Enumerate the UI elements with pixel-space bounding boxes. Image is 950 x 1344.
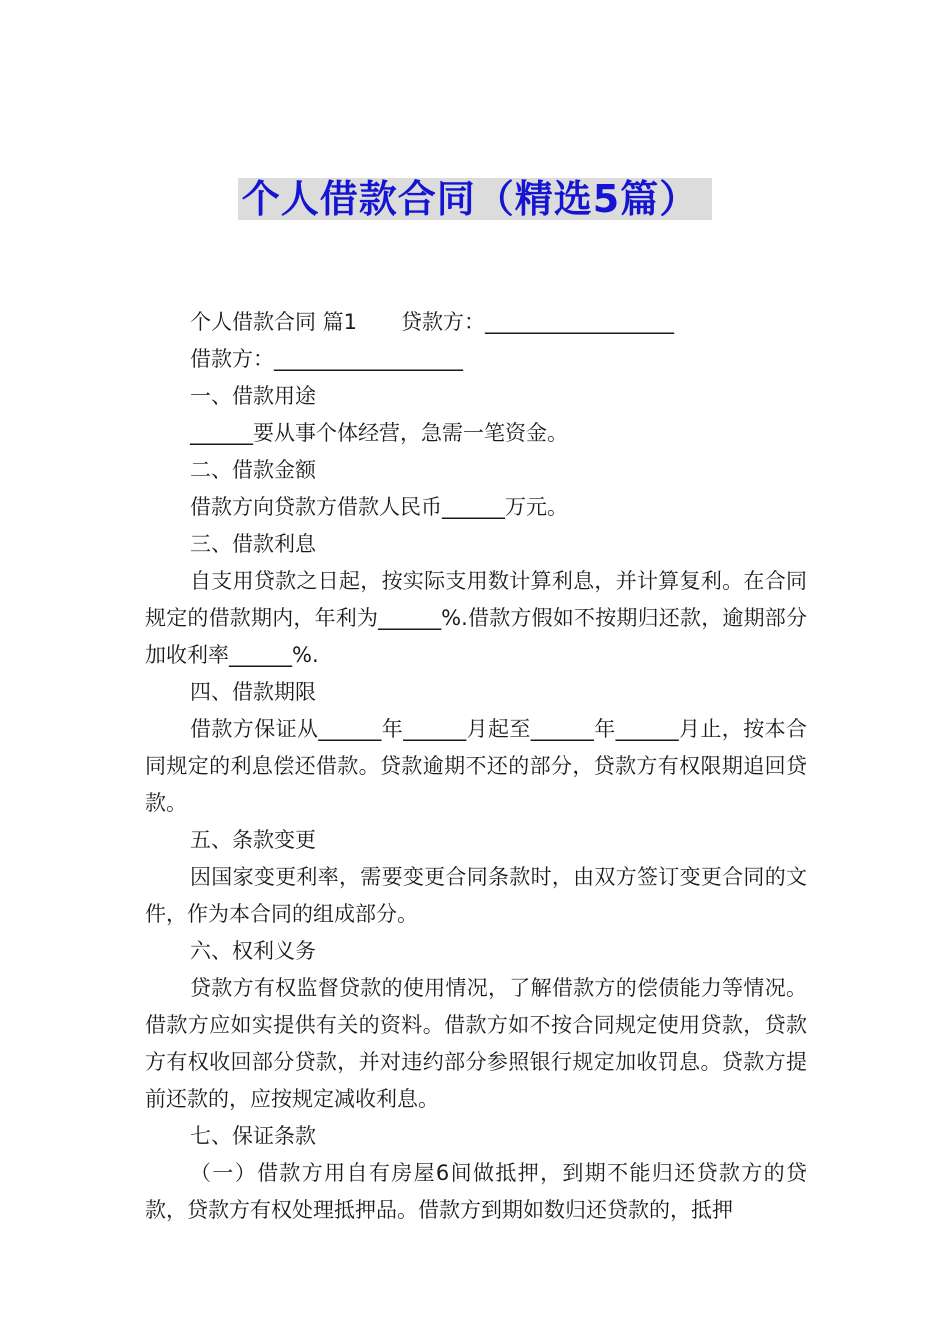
intro-line-1 — [145, 304, 807, 341]
section-text: 贷款方有权监督贷款的使用情况，了解借款方的偿债能力等情况。借款方应如实提供有关的资料。借款方如不按合同规定使用贷款，贷款方有权收回部分贷款，并对违约部分参照银行规定加收罚息。贷款方提前还款的，应按规定减收利息。 — [145, 976, 807, 1111]
section-heading: 七、保证条款 — [190, 1124, 316, 1148]
section-heading: 二、借款金额 — [190, 458, 316, 482]
document-body — [145, 304, 807, 1229]
section-text: 借款方向贷款方借款人民币______万元。 — [190, 495, 568, 519]
section-heading: 三、借款利息 — [190, 532, 316, 556]
section-text: 因国家变更利率，需要变更合同条款时，由双方签订变更合同的文件，作为本合同的组成部分。 — [145, 865, 807, 926]
document-title: 个人借款合同（精选5篇） — [238, 178, 712, 220]
section-text: （一）借款方用自有房屋6间做抵押，到期不能归还贷款方的贷款，贷款方有权处理抵押品。借款方到期如数归还贷款的，抵押 — [145, 1161, 807, 1222]
contract-label: 个人借款合同 篇1 — [190, 310, 358, 334]
borrower-field: 借款方：__________________ — [190, 347, 463, 371]
title-container — [0, 178, 950, 220]
lender-field: 贷款方：__________________ — [401, 310, 675, 334]
section-heading: 五、条款变更 — [190, 828, 316, 852]
section-text: 借款方保证从______年______月起至______年______月止，按本合同规定的利息偿还借款。贷款逾期不还的部分，贷款方有权限期追回贷款。 — [145, 717, 807, 815]
section-text: 自支用贷款之日起，按实际支用数计算利息，并计算复利。在合同规定的借款期内，年利为______%.借款方假如不按期归还款，逾期部分加收利率______%. — [145, 569, 807, 667]
section-heading: 一、借款用途 — [190, 384, 316, 408]
section-heading: 四、借款期限 — [190, 680, 316, 704]
section-text: ______要从事个体经营，急需一笔资金。 — [190, 421, 568, 445]
section-heading: 六、权利义务 — [190, 939, 316, 963]
